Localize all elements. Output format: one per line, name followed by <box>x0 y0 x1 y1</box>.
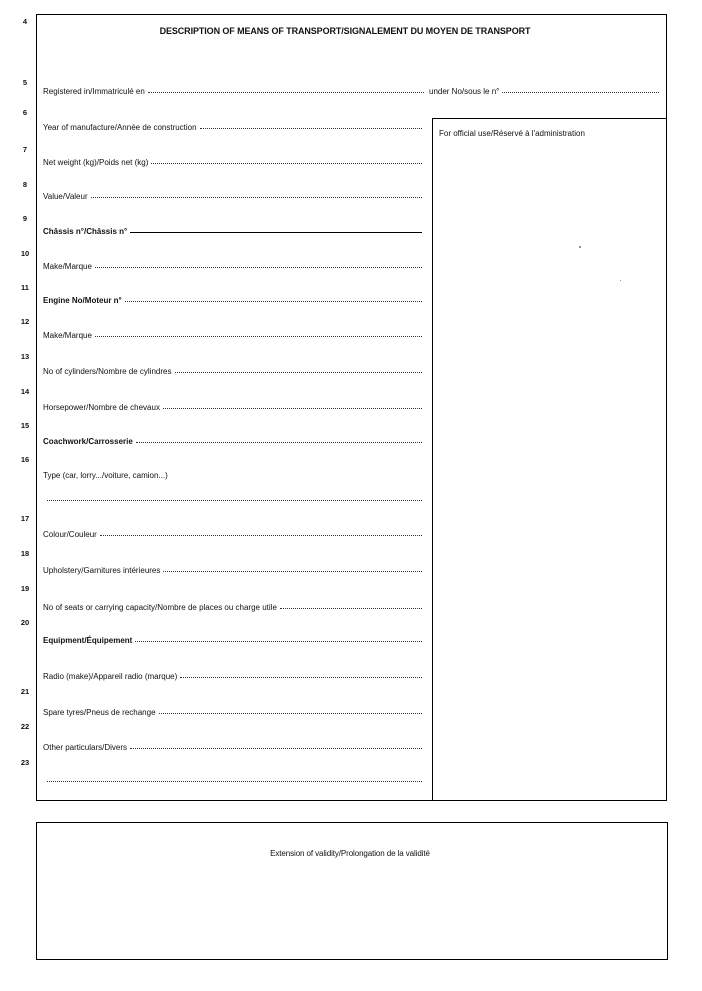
field-label: Other particulars/Divers <box>43 743 128 752</box>
year-of-manufacture-field[interactable] <box>43 118 422 132</box>
extension-title: Extension of validity/Prolongation de la validité <box>270 849 430 858</box>
spare-tyres-field[interactable] <box>43 703 422 717</box>
scan-speck <box>325 677 326 678</box>
line-number: 8 <box>22 180 28 189</box>
horsepower-field[interactable] <box>43 398 422 412</box>
field-label: Horsepower/Nombre de chevaux <box>43 403 160 412</box>
line-number: 14 <box>20 387 30 396</box>
field-label: Coachwork/Carrosserie <box>43 437 133 446</box>
line-number: 18 <box>20 549 30 558</box>
net-weight-field[interactable] <box>43 153 422 167</box>
line-number: 13 <box>20 352 30 361</box>
official-use-box <box>432 118 667 801</box>
field-label: Net weight (kg)/Poids net (kg) <box>43 158 149 167</box>
field-label: Equipment/Équipement <box>43 636 133 645</box>
scan-speck <box>579 246 581 248</box>
field-label: Engine No/Moteur n° <box>43 296 122 305</box>
line-number: 6 <box>22 108 28 117</box>
field-label: Radio (make)/Appareil radio (marque) <box>43 672 178 681</box>
engine-number-field[interactable] <box>43 291 422 305</box>
field-label: Châssis n°/Châssis n° <box>43 227 128 236</box>
field-label: Year of manufacture/Année de construction <box>43 123 197 132</box>
colour-field[interactable] <box>43 525 422 539</box>
field-label: Make/Marque <box>43 262 92 271</box>
line-number: 15 <box>20 421 30 430</box>
engine-make-field[interactable] <box>43 326 422 340</box>
seats-capacity-field[interactable] <box>43 598 422 612</box>
under-no-field[interactable] <box>429 82 659 96</box>
line-number: 22 <box>20 722 30 731</box>
upholstery-field[interactable] <box>43 561 422 575</box>
line-number: 9 <box>22 214 28 223</box>
line-number: 7 <box>22 145 28 154</box>
extension-of-validity-frame <box>36 822 668 960</box>
line-number: 10 <box>20 249 30 258</box>
type-field[interactable] <box>43 466 243 480</box>
field-label: under No/sous le n° <box>429 87 500 96</box>
form-title: DESCRIPTION OF MEANS OF TRANSPORT/SIGNALEMENT DU MOYEN DE TRANSPORT <box>159 26 531 36</box>
other-particulars-line[interactable] <box>47 771 422 785</box>
field-label: Registered in/Immatriculé en <box>43 87 145 96</box>
registered-in-field[interactable] <box>43 82 424 96</box>
other-particulars-field[interactable] <box>43 738 422 752</box>
line-number: 5 <box>22 78 28 87</box>
cylinders-field[interactable] <box>43 362 422 376</box>
field-label: No of seats or carrying capacity/Nombre de places ou charge utile <box>43 603 277 612</box>
chassis-number-field[interactable] <box>43 222 422 236</box>
line-number: 4 <box>22 17 28 26</box>
equipment-field[interactable] <box>43 631 422 645</box>
radio-field[interactable] <box>43 667 422 681</box>
value-field[interactable] <box>43 187 422 201</box>
line-number: 19 <box>20 584 30 593</box>
field-label: No of cylinders/Nombre de cylindres <box>43 367 172 376</box>
field-label: Make/Marque <box>43 331 92 340</box>
line-number: 12 <box>20 317 30 326</box>
line-number: 20 <box>20 618 30 627</box>
line-number: 21 <box>20 687 30 696</box>
official-use-label: For official use/Réservé à l'administration <box>439 129 585 138</box>
field-label: Value/Valeur <box>43 192 88 201</box>
chassis-make-field[interactable] <box>43 257 422 271</box>
field-label: Type (car, lorry.../voiture, camion...) <box>43 471 168 480</box>
line-number: 23 <box>20 758 30 767</box>
field-label: Colour/Couleur <box>43 530 97 539</box>
type-continuation-line[interactable] <box>47 490 422 504</box>
line-number: 11 <box>21 283 29 292</box>
field-label: Upholstery/Garnitures intérieures <box>43 566 161 575</box>
line-number: 16 <box>20 455 30 464</box>
coachwork-field[interactable] <box>43 432 422 446</box>
scan-speck <box>620 280 621 281</box>
line-number: 17 <box>20 514 30 523</box>
field-label: Spare tyres/Pneus de rechange <box>43 708 156 717</box>
